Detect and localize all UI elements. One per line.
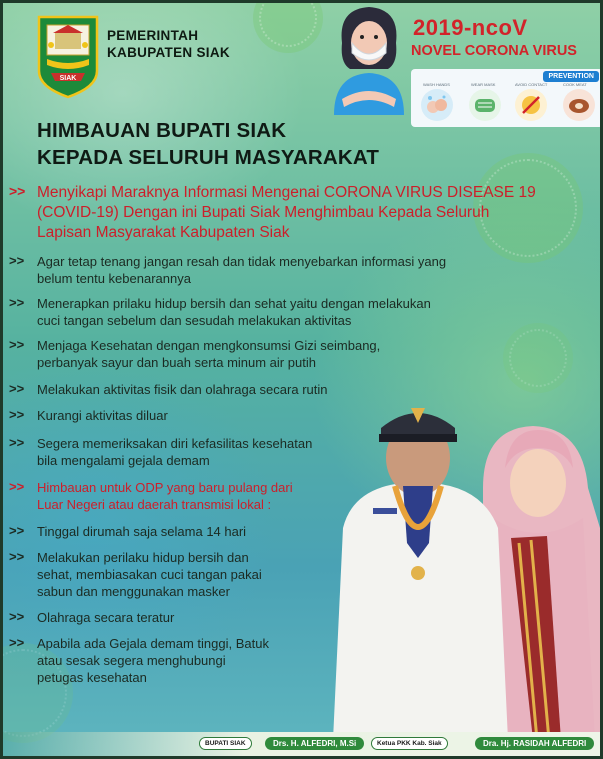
- item-text: [37, 381, 327, 398]
- masked-person-illustration: [328, 3, 410, 115]
- government-title: [107, 27, 230, 61]
- list-item: [7, 381, 327, 398]
- bullet-marker: >>: [9, 479, 25, 494]
- item-text: [37, 549, 262, 600]
- item-text: [37, 523, 246, 540]
- bullet-marker: >>: [9, 337, 25, 352]
- virus-decoration: [253, 0, 323, 53]
- list-item: [7, 435, 312, 469]
- text-line: petugas kesehatan: [37, 670, 147, 685]
- list-item: [7, 523, 246, 540]
- list-item: [7, 337, 380, 371]
- text-line: sehat, membiasakan cuci tangan pakai: [37, 567, 262, 582]
- intro-text: [37, 183, 536, 243]
- text-line: Menyikapi Maraknya Informasi Mengenai CORONA VIRUS DISEASE 19: [37, 184, 536, 201]
- text-line: Melakukan aktivitas fisik dan olahraga secara rutin: [37, 382, 328, 397]
- officials-photo: [333, 368, 603, 740]
- gov-line-2: KABUPATEN SIAK: [107, 45, 230, 60]
- prevention-badge: PREVENTION: [543, 71, 599, 82]
- role-tag-pkk: Ketua PKK Kab. Siak: [371, 737, 448, 750]
- list-item: [7, 609, 174, 626]
- text-line: sabun dan menggunakan masker: [37, 584, 230, 599]
- item-text: [37, 635, 269, 686]
- siak-emblem-icon: [37, 15, 99, 99]
- role-tag-bupati: BUPATI SIAK: [199, 737, 252, 750]
- list-item: [7, 549, 262, 600]
- bullet-marker: >>: [9, 183, 26, 199]
- text-line: Agar tetap tenang jangan resah dan tidak menyebarkan informasi yang: [37, 254, 447, 269]
- bullet-marker: >>: [9, 635, 25, 650]
- text-line: perbanyak sayur dan buah serta minum air putih: [37, 355, 316, 370]
- list-item: [7, 253, 446, 287]
- item-text: [37, 337, 380, 371]
- list-item: [7, 635, 269, 686]
- text-line: Himbauan untuk ODP yang baru pulang dari: [37, 480, 293, 495]
- item-text: [37, 295, 431, 329]
- text-line: Tinggal dirumah saja selama 14 hari: [37, 524, 247, 539]
- bullet-marker: >>: [9, 381, 25, 396]
- headline-line-1: HIMBAUAN BUPATI SIAK: [37, 119, 287, 142]
- text-line: Apabila ada Gejala demam tinggi, Batuk: [37, 636, 269, 651]
- text-line: (COVID-19) Dengan ini Bupati Siak Menghimbau Kepada Seluruh: [37, 204, 490, 221]
- wash-hands-icon: [421, 89, 453, 121]
- text-line: Menjaga Kesehatan dengan mengkonsumsi Gizi seimbang,: [37, 338, 381, 353]
- ncov-title: 2019-ncoV: [413, 15, 528, 40]
- text-line: Olahraga secara teratur: [37, 610, 175, 625]
- text-line: Lapisan Masyarakat Kabupaten Siak: [37, 224, 290, 241]
- ncov-subtitle: NOVEL CORONA VIRUS: [411, 43, 577, 59]
- cook-meat-icon: [563, 89, 595, 121]
- bullet-marker: >>: [9, 253, 25, 268]
- headline-line-2: KEPADA SELURUH MASYARAKAT: [37, 146, 380, 169]
- item-text: [37, 253, 446, 287]
- list-item: [7, 407, 168, 424]
- headline: [37, 117, 379, 171]
- bullet-marker: >>: [9, 407, 25, 422]
- svg-text:SIAK: SIAK: [59, 75, 77, 82]
- bullet-marker: >>: [9, 549, 25, 564]
- text-line: Segera memeriksakan diri kefasilitas kesehatan: [37, 436, 313, 451]
- prevention-caption: AVOID CONTACT: [515, 82, 548, 87]
- item-text: [37, 435, 312, 469]
- bullet-marker: >>: [9, 523, 25, 538]
- bullet-marker: >>: [9, 435, 25, 450]
- name-bupati: Drs. H. ALFEDRI, M.Si: [265, 737, 364, 750]
- bullet-marker: >>: [9, 295, 25, 310]
- text-line: Luar Negeri atau daerah transmisi lokal :: [37, 497, 272, 512]
- bullet-marker: >>: [9, 609, 25, 624]
- prevention-caption: COOK MEAT: [563, 82, 587, 87]
- text-line: Kurangi aktivitas diluar: [37, 408, 168, 423]
- prevention-caption: WEAR MASK: [471, 82, 496, 87]
- prevention-panel: [411, 69, 603, 127]
- item-text: [37, 407, 168, 424]
- text-line: Melakukan perilaku hidup bersih dan: [37, 550, 249, 565]
- text-line: bila mengalami gejala demam: [37, 453, 210, 468]
- gov-line-1: PEMERINTAH: [107, 28, 199, 43]
- list-item: [7, 295, 431, 329]
- intro-item: [7, 183, 536, 243]
- item-text: [37, 609, 174, 626]
- name-pkk: Dra. Hj. RASIDAH ALFEDRI: [475, 737, 594, 750]
- mask-icon: [469, 89, 501, 121]
- odp-heading-item: [7, 479, 293, 513]
- footer-bar: [3, 732, 603, 756]
- no-contact-icon: [515, 89, 547, 121]
- prevention-caption: WASH HANDS: [423, 82, 450, 87]
- text-line: cuci tangan sebelum dan sesudah melakukan aktivitas: [37, 313, 352, 328]
- text-line: atau sesak segera menghubungi: [37, 653, 226, 668]
- text-line: Menerapkan prilaku hidup bersih dan sehat yaitu dengan melakukan: [37, 296, 431, 311]
- text-line: belum tentu kebenarannya: [37, 271, 191, 286]
- odp-heading-text: [37, 479, 293, 513]
